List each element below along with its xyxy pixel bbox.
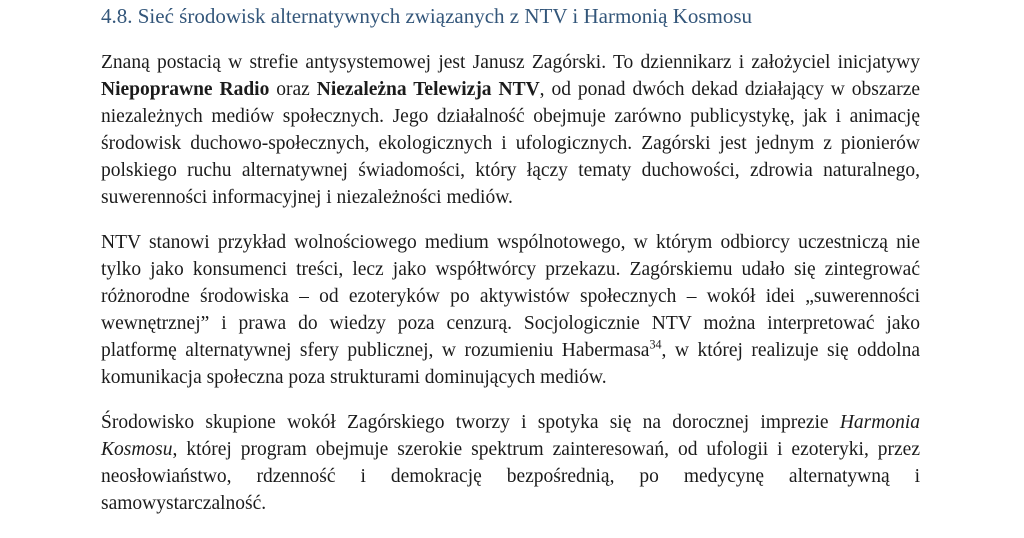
text-run: , w której realizuje się oddolna komunikacja społeczna poza strukturami dominujących mediów. xyxy=(101,340,920,388)
text-run: NTV stanowi przykład wolnościowego medium wspólnotowego, w którym odbiorcy uczestniczą nie tylko jako konsumenci treści, lecz jako współtwórcy przekazu. Zagórskiemu udało się zintegrować różnorodne środowiska – od ezoteryków po aktywistów społecznych – wokół idei „suwerenności wewnętrznej” i prawa do wiedzy poza cenzurą. Socjologicznie NTV można interpretować jako platformę alternatywnej sfery publicznej, w rozumieniu Habermasa xyxy=(101,232,920,361)
text-run: oraz xyxy=(269,79,317,100)
text-run: Środowisko skupione wokół Zagórskiego tworzy i spotyka się na dorocznej imprezie xyxy=(101,412,840,433)
paragraph xyxy=(101,49,920,211)
paragraph xyxy=(101,229,920,391)
document-body xyxy=(101,49,920,517)
text-run: Harmonia Kosmosu xyxy=(101,412,920,460)
text-run: Niepoprawne Radio xyxy=(101,79,270,100)
section-heading: 4.8. Sieć środowisk alternatywnych związanych z NTV i Harmonią Kosmosu xyxy=(101,4,753,28)
text-run: Niezależna Telewizja NTV xyxy=(316,79,540,100)
footnote-reference: 34 xyxy=(649,337,662,352)
text-run: , której program obejmuje szerokie spektrum zainteresowań, od ufologii i ezoteryki, przez neosłowiaństwo, rdzenność i demokrację bezpośrednią, po medycynę alternatywną i samowystarczalność. xyxy=(101,439,920,514)
text-run: Znaną postacią w strefie antysystemowej jest Janusz Zagórski. To dziennikarz i założyciel inicjatywy xyxy=(101,52,920,73)
paragraph xyxy=(101,409,920,517)
text-run: , od ponad dwóch dekad działający w obszarze niezależnych mediów społecznych. Jego działalność obejmuje zarówno publicystykę, jak i animację środowisk duchowo-społecznych, ekologicznych i ufologicznych. Zagórski jest jednym z pionierów polskiego ruchu alternatywnej świadomości, który łączy tematy duchowości, zdrowia naturalnego, suwerenności informacyjnej i niezależności mediów. xyxy=(101,79,920,208)
